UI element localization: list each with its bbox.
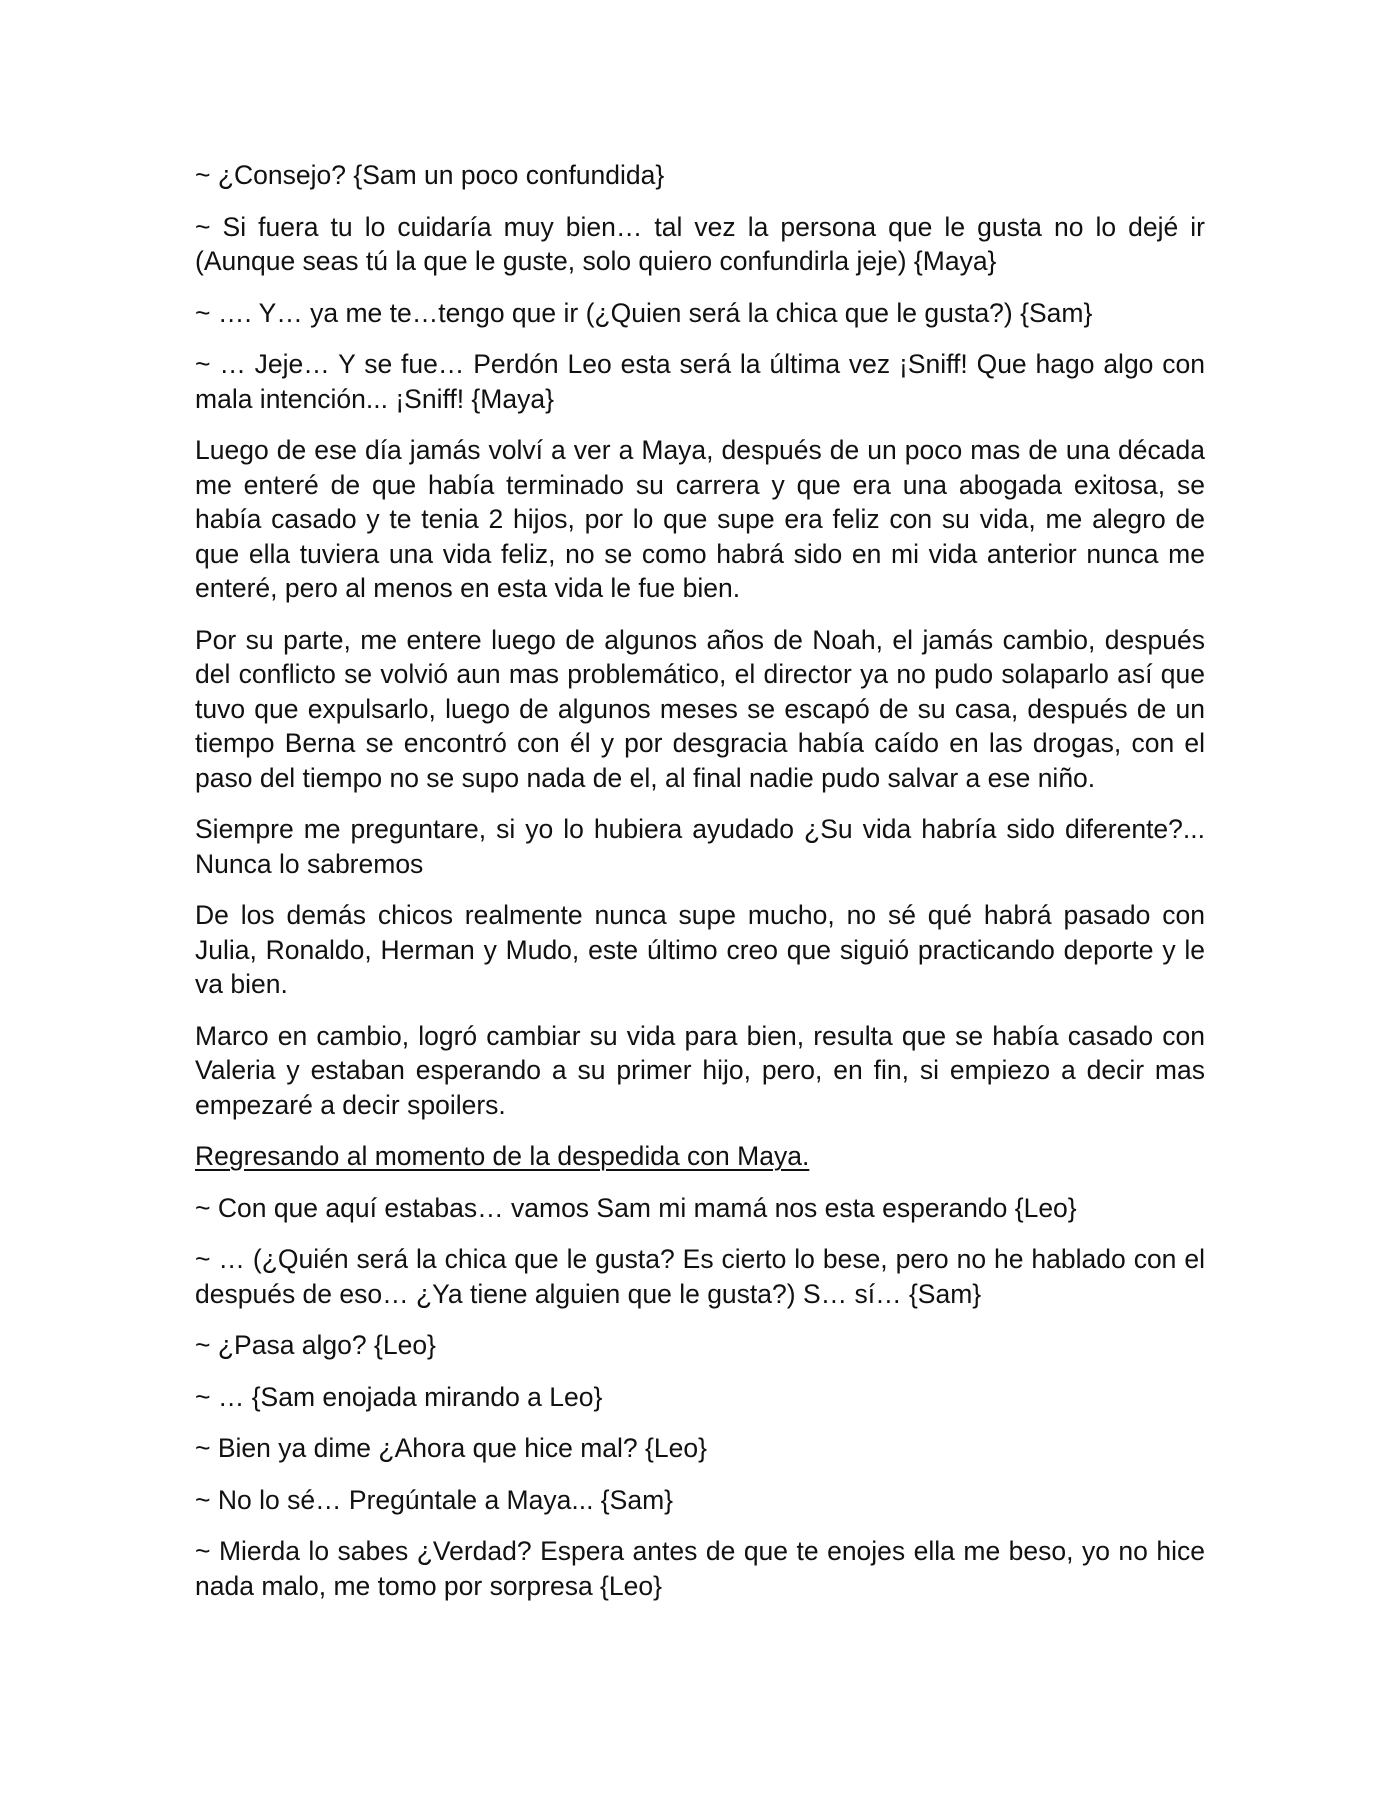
dialogue-line: ~ ¿Pasa algo? {Leo} [195, 1330, 436, 1360]
narrative-paragraph: Luego de ese día jamás volví a ver a Maya, después de un poco mas de una década me enteré de que había terminado su carrera y que era una abogada exitosa, se había casado y te tenia 2 hijos, por lo que supe era feliz con su vida, me alegro de que ella tuviera una vida feliz, no se como habrá sido en mi vida anterior nunca me enteré, pero al menos en esta vida le fue bien. [195, 435, 1205, 603]
dialogue-line: ~ No lo sé… Pregúntale a Maya... {Sam} [195, 1484, 673, 1515]
dialogue-line: ~ Mierda lo sabes ¿Verdad? Espera antes de que te enojes ella me beso, yo no hice nada malo, me tomo por sorpresa {Leo} [195, 1536, 1205, 1601]
dialogue-line: ~ ¿Consejo? {Sam un poco confundida} [195, 160, 665, 190]
narrative-paragraph: Por su parte, me entere luego de algunos años de Noah, el jamás cambio, después del conflicto se volvió aun mas problemático, el director ya no pudo solaparlo así que tuvo que expulsarlo, luego de algunos meses se escapó de su casa, después de un tiempo Berna se encontró con él y por desgracia había caído en las drogas, con el paso del tiempo no se supo nada de el, al final nadie pudo salvar a ese niño. [195, 624, 1205, 793]
section-heading: Regresando al momento de la despedida con Maya. [195, 1141, 810, 1171]
dialogue-line: ~ Con que aquí estabas… vamos Sam mi mamá nos esta esperando {Leo} [195, 1192, 1077, 1223]
dialogue-line: ~ … {Sam enojada mirando a Leo} [195, 1381, 603, 1412]
dialogue-line: ~ Si fuera tu lo cuidaría muy bien… tal vez la persona que le gusta no lo dejé ir (Aunque seas tú la que le guste, solo quiero confundirla jeje) {Maya} [195, 211, 1205, 276]
document-page [195, 158, 1205, 1620]
narrative-paragraph: De los demás chicos realmente nunca supe mucho, no sé qué habrá pasado con Julia, Ronaldo, Herman y Mudo, este último creo que siguió practicando deporte y le va bien. [195, 900, 1205, 999]
dialogue-line: ~ … (¿Quién será la chica que le gusta? Es cierto lo bese, pero no he hablado con el después de eso… ¿Ya tiene alguien que le gusta?) S… sí… {Sam} [195, 1244, 1205, 1309]
dialogue-line: ~ Bien ya dime ¿Ahora que hice mal? {Leo} [195, 1433, 707, 1463]
narrative-paragraph: Marco en cambio, logró cambiar su vida para bien, resulta que se había casado con Valeria y estaban esperando a su primer hijo, pero, en fin, si empiezo a decir mas empezaré a decir spoilers. [195, 1020, 1205, 1120]
dialogue-line: ~ … Jeje… Y se fue… Perdón Leo esta será la última vez ¡Sniff! Que hago algo con mala intención... ¡Sniff! {Maya} [195, 349, 1205, 414]
narrative-paragraph: Siempre me preguntare, si yo lo hubiera ayudado ¿Su vida habría sido diferente?... Nunca lo sabremos [195, 814, 1205, 879]
dialogue-line: ~ …. Y… ya me te…tengo que ir (¿Quien será la chica que le gusta?) {Sam} [195, 297, 1093, 328]
